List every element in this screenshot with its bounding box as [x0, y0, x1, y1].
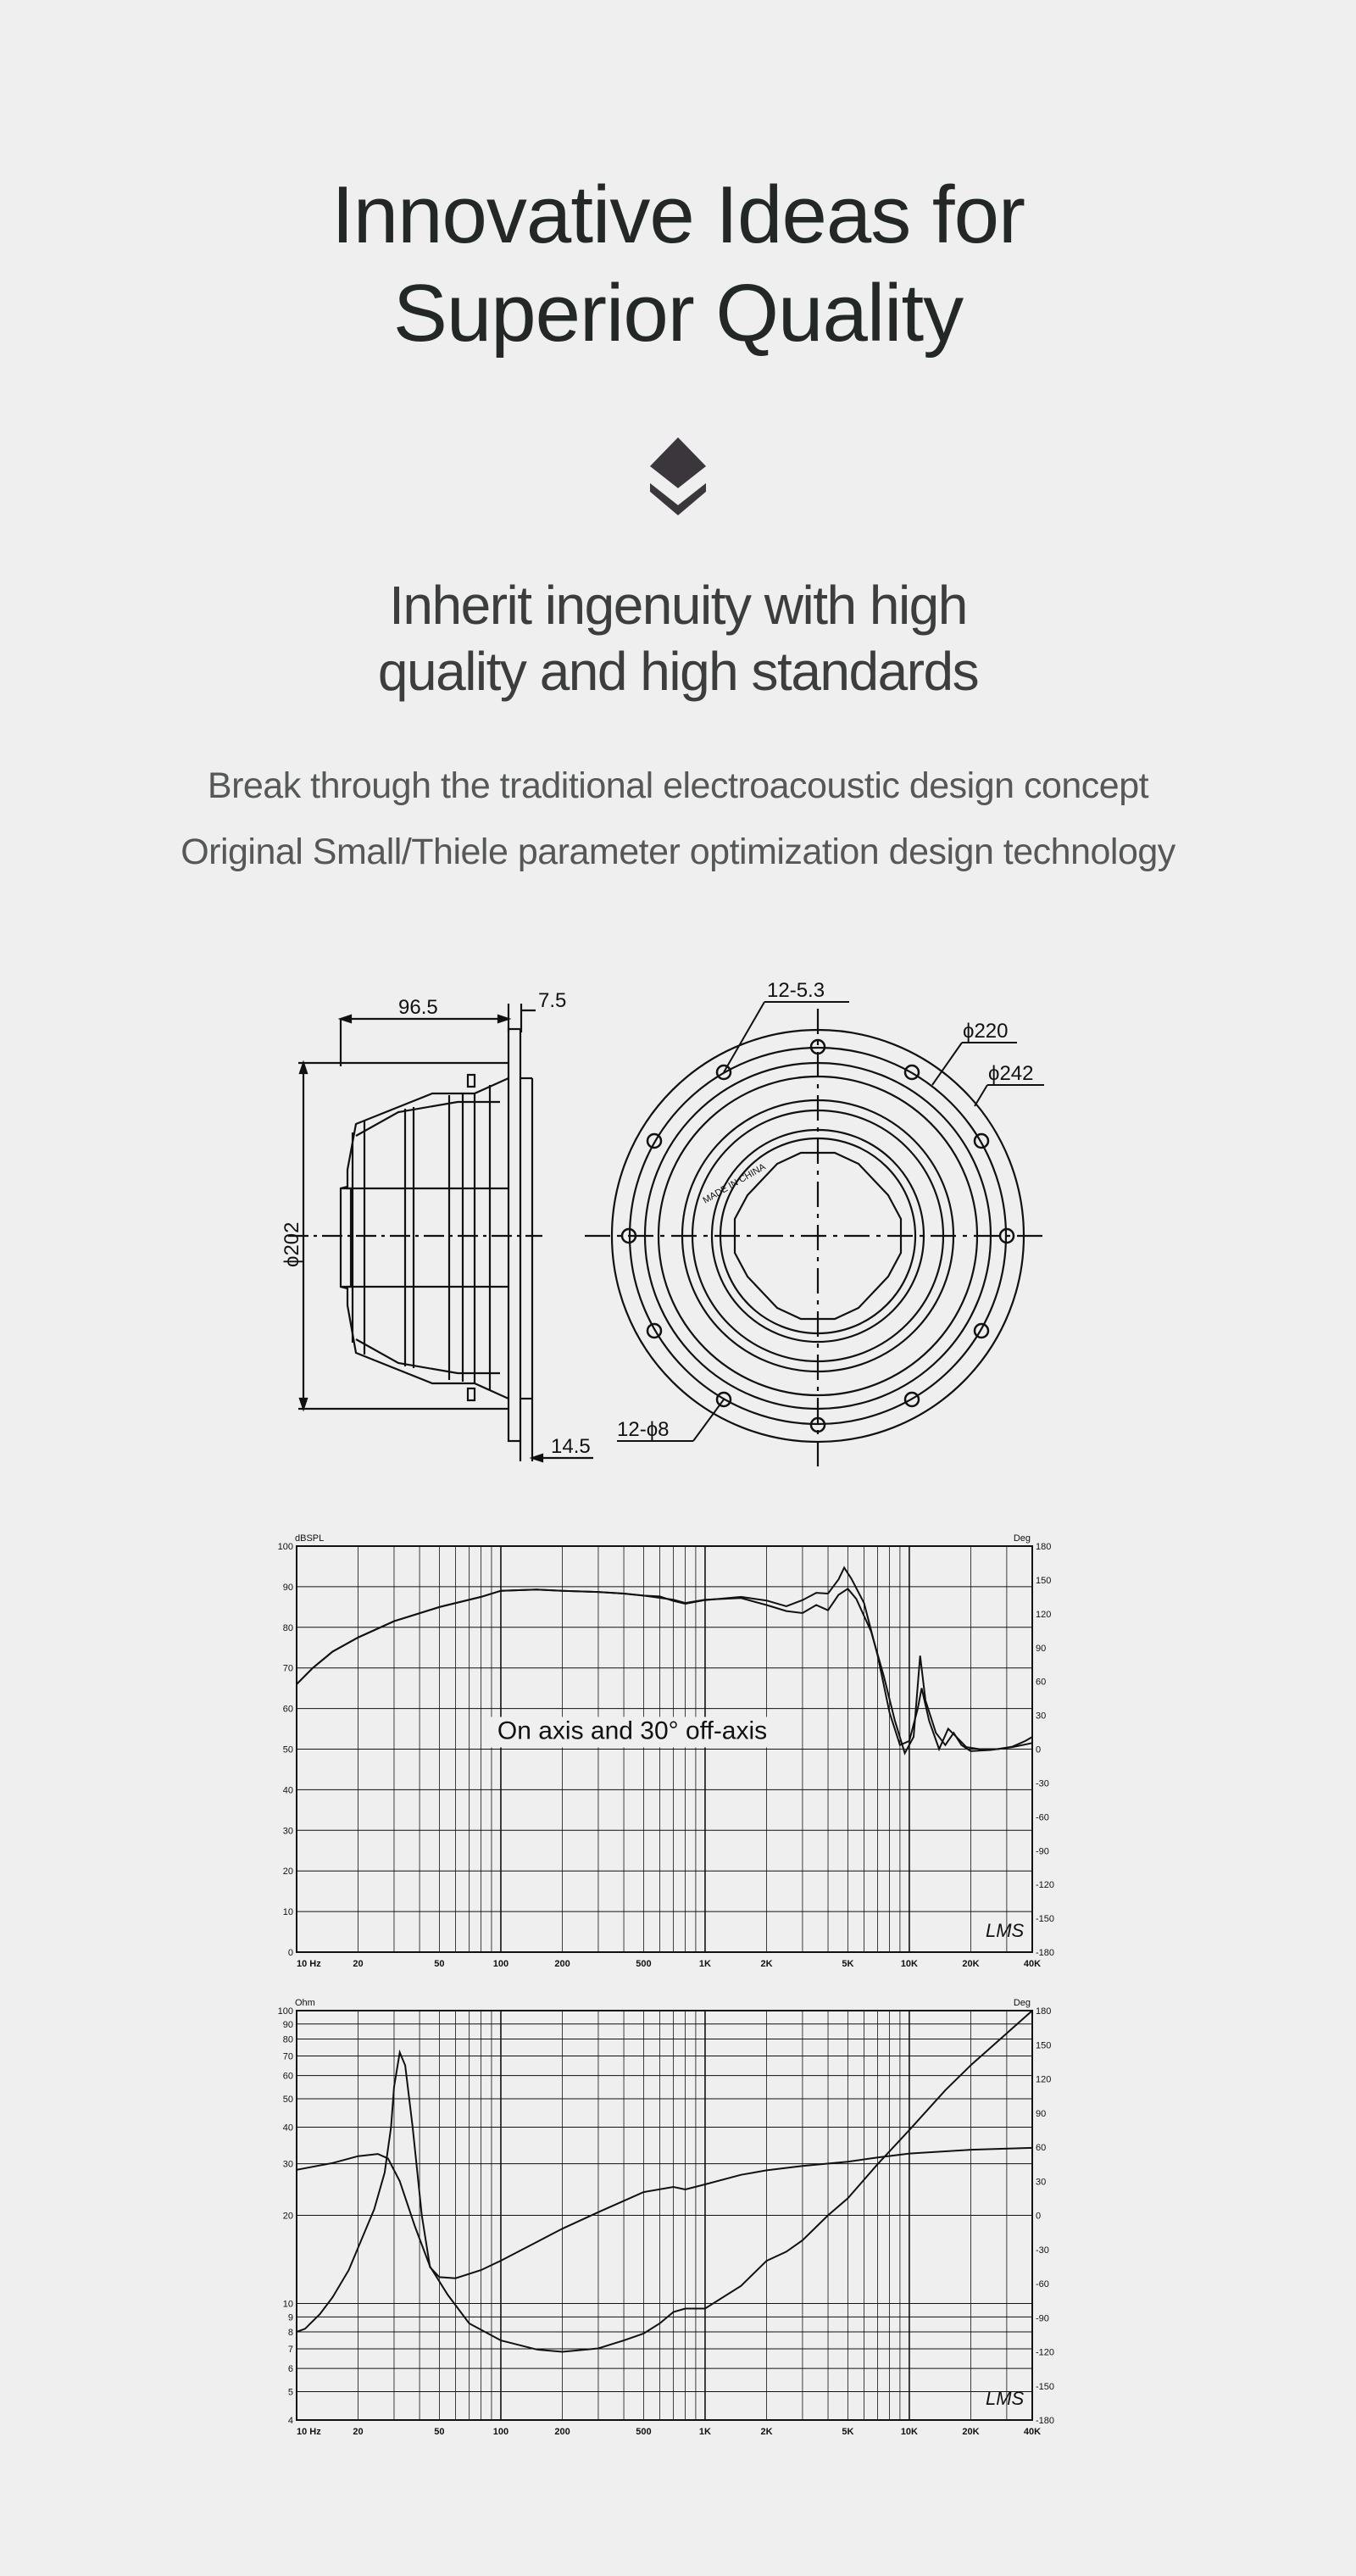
x-tick-label: 100	[492, 2427, 509, 2437]
y-tick-label: 9	[287, 2312, 293, 2323]
x-tick-label: 20	[353, 2427, 364, 2437]
y2-tick-label: -90	[1036, 1846, 1049, 1857]
y-axis-label: dBSPL	[295, 1533, 325, 1544]
y2-tick-label: 120	[1036, 1609, 1052, 1620]
y-tick-label: 60	[282, 2071, 293, 2082]
title-line-1: Innovative Ideas for	[331, 170, 1025, 260]
y-tick-label: 50	[282, 1744, 293, 1755]
y2-axis-label: Deg	[1013, 1533, 1031, 1544]
x-tick-label: 200	[554, 1959, 570, 1969]
y2-tick-label: -150	[1036, 2381, 1055, 2392]
series-line-1	[297, 2052, 1032, 2332]
description-line-2: Original Small/Thiele parameter optimization design technology	[181, 832, 1175, 872]
x-tick-label: 200	[554, 2427, 570, 2437]
y-tick-label: 20	[282, 2211, 293, 2222]
x-tick-label: 5K	[842, 1959, 854, 1969]
dimension-flange: 7.5	[538, 989, 567, 1012]
subtitle-line-2: quality and high standards	[377, 641, 979, 702]
y-tick-label: 10	[282, 2299, 293, 2310]
y2-tick-label: 0	[1036, 2211, 1042, 2222]
y2-tick-label: 30	[1036, 2177, 1047, 2188]
y-tick-label: 100	[277, 1542, 293, 1552]
x-tick-label: 10 Hz	[297, 1959, 321, 1969]
page-title	[0, 166, 1356, 363]
x-tick-label: 20	[353, 1959, 364, 1969]
y2-tick-label: 120	[1036, 2074, 1052, 2085]
y2-tick-label: 90	[1036, 1643, 1047, 1654]
y-tick-label: 6	[287, 2364, 293, 2375]
stacked-diamond-icon	[648, 434, 708, 519]
subtitle-line-1: Inherit ingenuity with high	[389, 575, 967, 636]
section-subtitle	[0, 572, 1356, 704]
x-tick-label: 500	[636, 1959, 652, 1969]
x-tick-label: 20K	[962, 2427, 980, 2437]
y-tick-label: 90	[282, 2019, 293, 2030]
y2-tick-label: 60	[1036, 1677, 1047, 1688]
y-tick-label: 70	[282, 1663, 293, 1674]
y-tick-label: 20	[282, 1867, 293, 1878]
impedance-chart	[0, 1992, 1356, 2441]
watermark-logo: LMS	[986, 2388, 1025, 2409]
y2-tick-label: 90	[1036, 2108, 1047, 2119]
y2-tick-label: 180	[1036, 1542, 1052, 1552]
x-tick-label: 50	[434, 1959, 445, 1969]
y2-tick-label: -120	[1036, 2347, 1055, 2358]
y2-tick-label: -180	[1036, 1948, 1055, 1958]
y-tick-label: 8	[287, 2327, 293, 2338]
x-tick-label: 2K	[760, 1959, 773, 1969]
y2-tick-label: -90	[1036, 2313, 1049, 2324]
dimension-diameter-220: ϕ220	[963, 1020, 1009, 1043]
y-tick-label: 60	[282, 1704, 293, 1715]
description	[0, 753, 1356, 885]
y2-tick-label: 150	[1036, 1575, 1052, 1586]
y-tick-label: 4	[287, 2416, 293, 2426]
dimension-holes-bottom: 12-ϕ8	[617, 1418, 670, 1441]
y2-tick-label: 30	[1036, 1711, 1047, 1722]
dimension-diameter-242: ϕ242	[988, 1062, 1034, 1085]
y-tick-label: 100	[277, 2006, 293, 2017]
series-line-2	[297, 2011, 1032, 2352]
watermark-logo: LMS	[986, 1920, 1025, 1941]
y2-tick-label: -180	[1036, 2416, 1055, 2426]
y-tick-label: 90	[282, 1582, 293, 1593]
y-tick-label: 0	[287, 1948, 293, 1958]
title-line-2: Superior Quality	[392, 268, 964, 359]
y2-tick-label: -60	[1036, 2279, 1049, 2289]
y2-tick-label: -60	[1036, 1812, 1049, 1823]
y2-tick-label: -30	[1036, 1778, 1049, 1789]
dimension-height: ϕ202	[281, 1221, 303, 1267]
x-tick-label: 2K	[760, 2427, 773, 2437]
x-tick-label: 1K	[698, 1959, 711, 1969]
y-tick-label: 10	[282, 1907, 293, 1918]
y-tick-label: 40	[282, 1785, 293, 1796]
y2-tick-label: -150	[1036, 1914, 1055, 1925]
y-tick-label: 50	[282, 2095, 293, 2106]
dimension-depth: 96.5	[398, 996, 438, 1019]
y2-tick-label: 180	[1036, 2006, 1052, 2017]
speaker-technical-drawing	[0, 966, 1356, 1475]
x-tick-label: 40K	[1023, 1959, 1042, 1969]
dimension-holes-top: 12-5.3	[767, 979, 825, 1002]
y2-tick-label: -120	[1036, 1880, 1055, 1891]
dimension-base: 14.5	[551, 1435, 591, 1458]
x-tick-label: 20K	[962, 1959, 980, 1969]
x-tick-label: 10K	[900, 1959, 919, 1969]
y-axis-label: Ohm	[295, 1998, 315, 2008]
chart-annotation: On axis and 30° off-axis	[497, 1716, 768, 1745]
y-tick-label: 5	[287, 2387, 293, 2398]
y2-axis-label: Deg	[1013, 1998, 1031, 2008]
x-tick-label: 1K	[698, 2427, 711, 2437]
x-tick-label: 50	[434, 2427, 445, 2437]
y2-tick-label: 150	[1036, 2040, 1052, 2051]
x-tick-label: 500	[636, 2427, 652, 2437]
y2-tick-label: -30	[1036, 2245, 1049, 2256]
y-tick-label: 70	[282, 2051, 293, 2062]
y-tick-label: 40	[282, 2123, 293, 2134]
cone-label: MADE IN CHINA	[701, 1161, 768, 1206]
y-tick-label: 30	[282, 1826, 293, 1837]
y-tick-label: 30	[282, 2159, 293, 2170]
description-line-1: Break through the traditional electroacoustic design concept	[207, 765, 1149, 806]
x-tick-label: 5K	[842, 2427, 854, 2437]
y2-tick-label: 60	[1036, 2143, 1047, 2153]
y-tick-label: 7	[287, 2345, 293, 2356]
x-tick-label: 10K	[900, 2427, 919, 2437]
y-tick-label: 80	[282, 2034, 293, 2045]
x-tick-label: 40K	[1023, 2427, 1042, 2437]
frequency-response-chart	[0, 1526, 1356, 1983]
y-tick-label: 80	[282, 1622, 293, 1633]
x-tick-label: 100	[492, 1959, 509, 1969]
y2-tick-label: 0	[1036, 1744, 1042, 1755]
x-tick-label: 10 Hz	[297, 2427, 321, 2437]
